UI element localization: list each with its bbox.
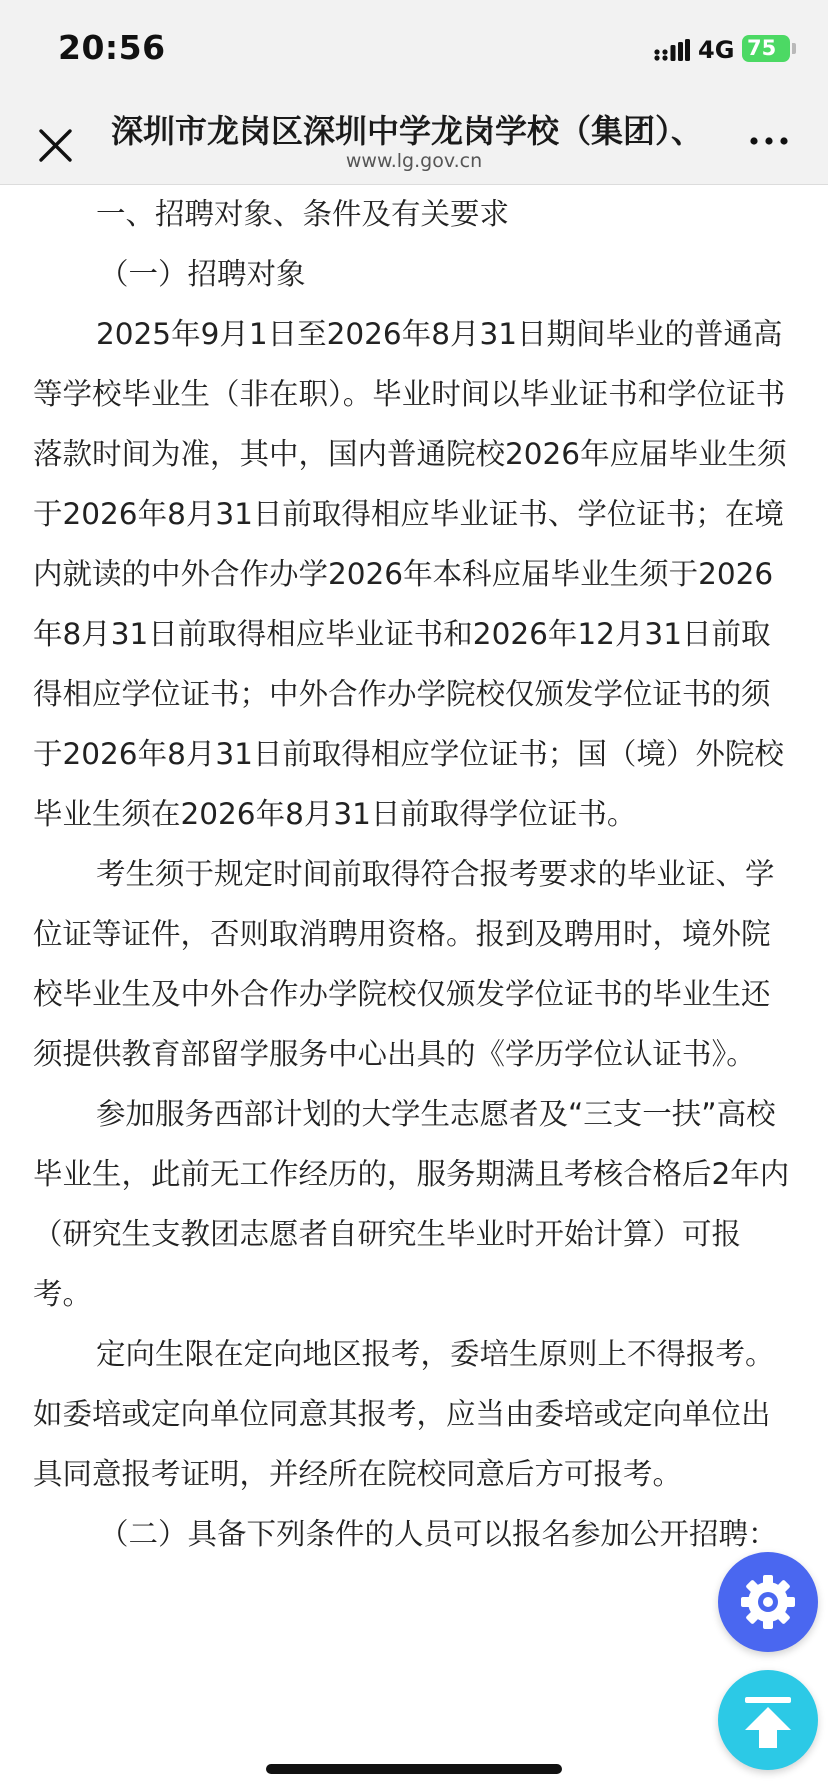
page-url: www.lg.gov.cn [345,150,483,172]
cellular-signal-icon [654,38,690,62]
paragraph-volunteers: 参加服务西部计划的大学生志愿者及“三支一扶”高校毕业生，此前无工作经历的，服务期满且考核合格后2年内（研究生支教团志愿者自研究生毕业时开始计算）可报考。 [33,1097,790,1311]
status-bar [0,0,828,96]
settings-button[interactable] [718,1552,818,1652]
status-time: 20:56 [58,28,166,67]
paragraph-graduates: 2025年9月1日至2026年8月31日期间毕业的普通高等学校毕业生（非在职）。毕业时间以毕业证书和学位证书落款时间为准，其中，国内普通院校2026年应届毕业生须于2026年8月31日前取得相应毕业证书、学位证书；在境内就读的中外合作办学2026年本科应届毕业生须于2026年8月31日前取得相应毕业证书和2026年12月31日前取得相应学位证书；中外合作办学院校仅颁发学位证书的须于2026年8月31日前取得相应学位证书；国（境）外院校毕业生须在2026年8月31日前取得学位证书。 [33,317,787,831]
page-title: 深圳市龙岗区深圳中学龙岗学校（集团）、 [111,112,704,150]
paragraph-directed: 定向生限在定向地区报考，委培生原则上不得报考。如委培或定向单位同意其报考，应当由委培或定向单位出具同意报考证明，并经所在院校同意后方可报考。 [33,1337,775,1491]
more-button[interactable] [746,120,796,160]
back-to-top-button[interactable] [718,1670,818,1770]
home-indicator [266,1764,562,1774]
battery-level: 75 [747,36,777,60]
more-icon [746,120,796,160]
subsection-heading: （一）招聘对象 [99,257,306,291]
article-body [33,184,793,1564]
network-type: 4G [698,36,735,64]
title-bar [0,96,828,185]
battery-icon [742,35,790,62]
subsection-heading-two: （二）具备下列条件的人员可以报名参加公开招聘： [99,1517,778,1551]
section-heading: 一、招聘对象、条件及有关要求 [96,197,510,231]
settings-gear-icon [718,1552,818,1652]
paragraph-certificates: 考生须于规定时间前取得符合报考要求的毕业证、学位证等证件，否则取消聘用资格。报到及聘用时，境外院校毕业生及中外合作办学院校仅颁发学位证书的毕业生还须提供教育部留学服务中心出具的《学历学位认证书》。 [33,857,775,1071]
back-to-top-icon [718,1670,818,1770]
battery-tip [792,43,796,54]
